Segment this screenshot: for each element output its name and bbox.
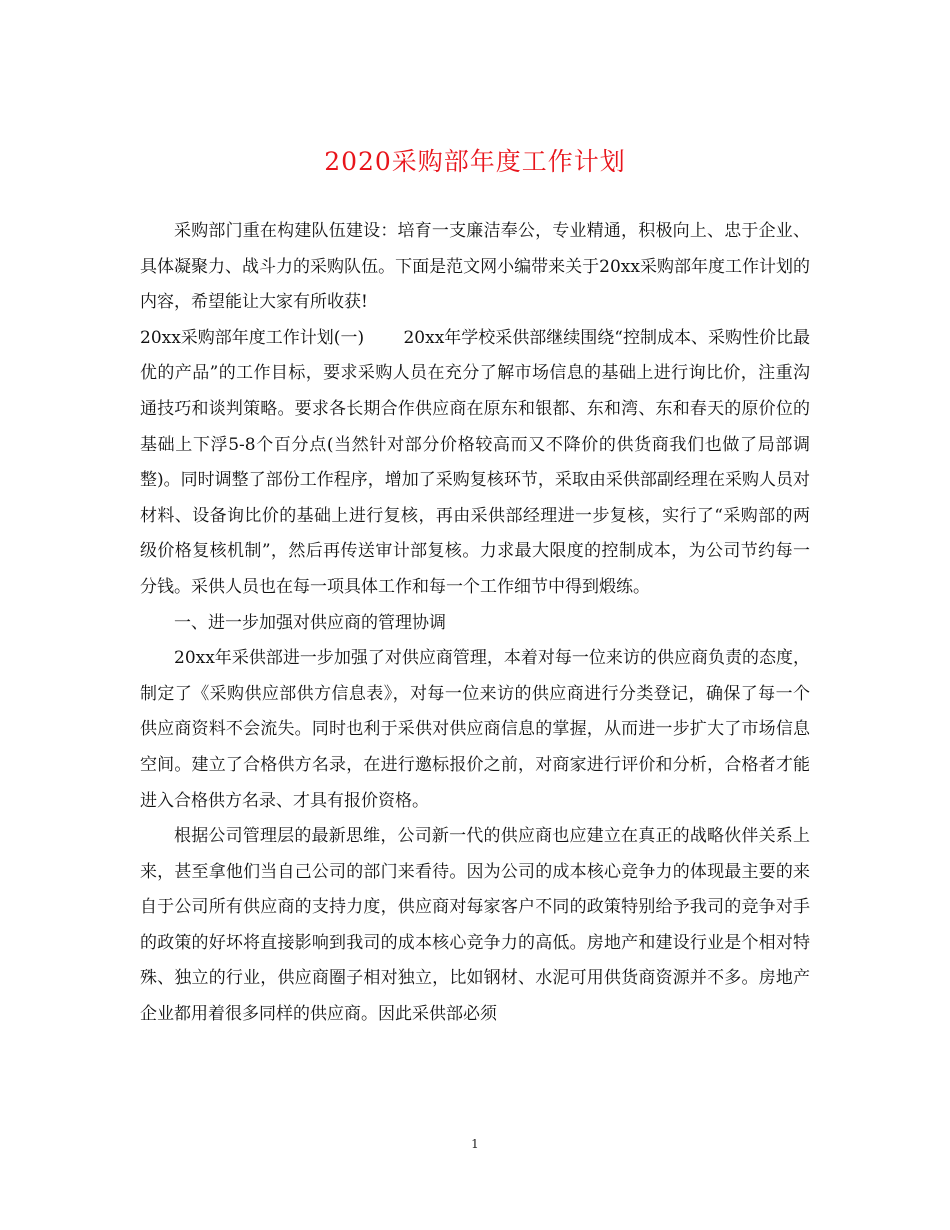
paragraph-intro: 采购部门重在构建队伍建设：培育一支廉洁奉公，专业精通，积极向上、忠于企业、具体凝聚力、战斗力的采购队伍。下面是范文网小编带来关于20xx采购部年度工作计划的内容，希望能让大家有所收获!	[140, 221, 810, 313]
page-number: 1	[471, 1137, 479, 1151]
paragraph-plan-one: 20xx采购部年度工作计划(一) 20xx年学校采供部继续围绕“控制成本、采购性价比最优的产品”的工作目标，要求采购人员在充分了解市场信息的基础上进行询比价，注重沟通技巧和谈判策略。要求各长期合作供应商在原东和银都、东和湾、东和春天的原价位的基础上下浮5-8个百分点(当然针对部分价格较高而又不降价的供货商我们也做了局部调整)。同时调整了部份工作程序，增加了采购复核环节，采取由采供部副经理在采购人员对材料、设备询比价的基础上进行复核，再由采供部经理进一步复核，实行了“采购部的两级价格复核机制”，然后再传送审计部复核。力求最大限度的控制成本，为公司节约每一分钱。采供人员也在每一项具体工作和每一个工作细节中得到煅练。	[140, 327, 810, 597]
paragraph-supplier-management: 20xx年采供部进一步加强了对供应商管理，本着对每一位来访的供应商负责的态度，制定了《采购供应部供方信息表》，对每一位来访的供应商进行分类登记，确保了每一个供应商资料不会流失。同时也利于采供对供应商信息的掌握，从而进一步扩大了市场信息空间。建立了合格供方名录，在进行邀标报价之前，对商家进行评价和分析，合格者才能进入合格供方名录、才具有报价资格。	[140, 648, 810, 811]
document-title: 2020采购部年度工作计划	[324, 147, 626, 176]
paragraph-strategic-partnership: 根据公司管理层的最新思维，公司新一代的供应商也应建立在真正的战略伙伴关系上来，甚至拿他们当自己公司的部门来看待。因为公司的成本核心竞争力的体现最主要的来自于公司所有供应商的支持力度，供应商对每家客户不同的政策特别给予我司的竞争对手的政策的好坏将直接影响到我司的成本核心竞争力的高低。房地产和建设行业是个相对特殊、独立的行业，供应商圈子相对独立，比如钢材、水泥可用供货商资源并不多。房地产企业都用着很多同样的供应商。因此采供部必须	[140, 826, 810, 1025]
document-body	[140, 214, 810, 1033]
section-heading-supplier-management: 一、进一步加强对供应商的管理协调	[174, 612, 446, 633]
